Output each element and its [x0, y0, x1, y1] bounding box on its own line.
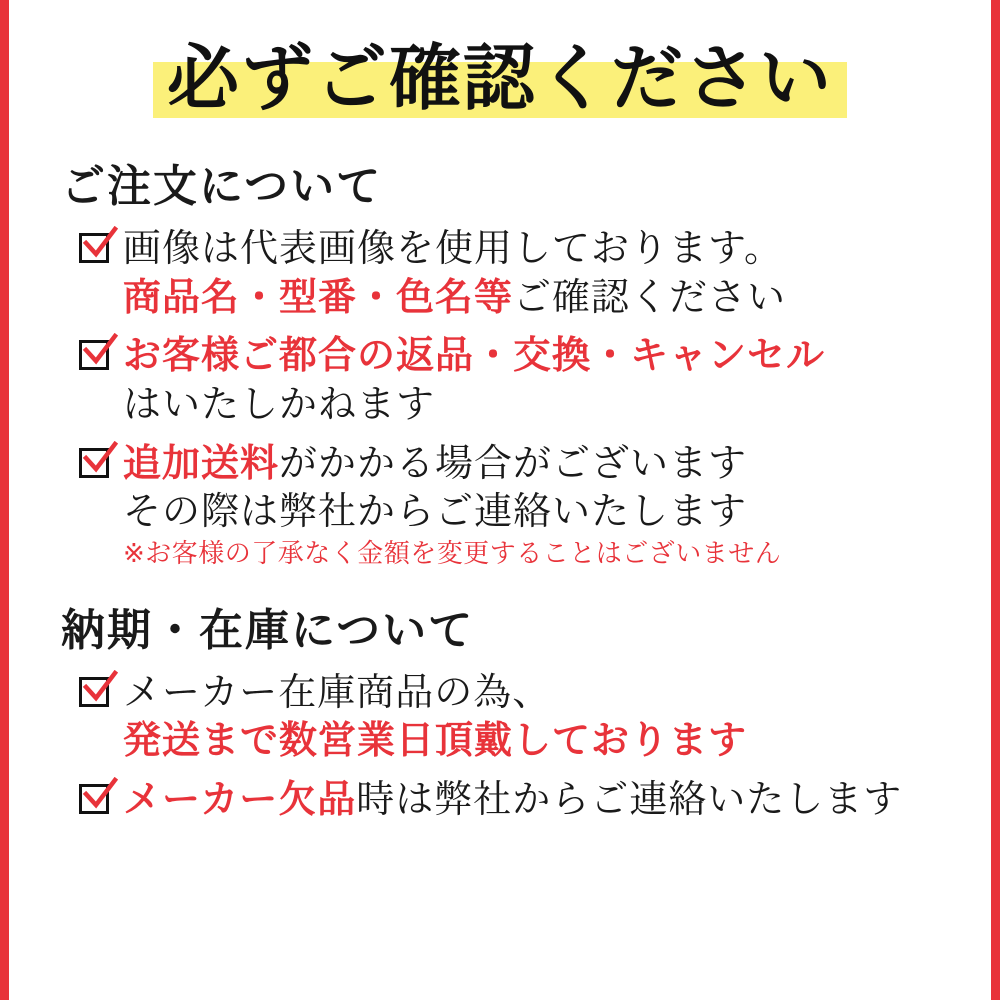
list-item-lines [123, 775, 961, 824]
right-red-border [991, 0, 1000, 1000]
list-item-line: その際は弊社からご連絡いたします [123, 489, 748, 534]
left-red-border [0, 0, 9, 1000]
notice-content [9, 0, 991, 1000]
page-title-text: 必ずご確認ください [166, 36, 833, 120]
list-item-lines [123, 331, 961, 428]
checkbox-checked-icon [77, 781, 117, 821]
check-mark-icon [82, 226, 118, 262]
list-item-lines [123, 439, 961, 572]
page-title-wrap [39, 36, 961, 124]
list-item-line: はいたしかねます [123, 381, 436, 426]
list-item-line: メーカー在庫商品の為、 [123, 669, 552, 714]
section-heading-order: ご注文について [61, 161, 383, 212]
section-heading-delivery: 納期・在庫について [61, 604, 475, 656]
check-mark-icon [82, 777, 118, 813]
list-item-lines [123, 668, 961, 765]
check-mark-icon [82, 670, 118, 706]
check-mark-icon [82, 441, 118, 477]
plain-text: ご確認ください [513, 274, 787, 319]
list-item [77, 668, 961, 765]
emphasis-text: 商品名・型番・色名等 [123, 274, 514, 319]
list-item [77, 331, 961, 428]
checkbox-checked-icon [77, 445, 117, 485]
check-mark-icon [82, 333, 118, 369]
page-title [153, 36, 847, 124]
list-item [77, 439, 961, 572]
checkbox-checked-icon [77, 230, 117, 270]
list-item-line: 画像は代表画像を使用しております。 [123, 226, 783, 270]
list-item-line [123, 775, 961, 824]
plain-text: 時は弊社からご連絡いたします [356, 776, 903, 821]
list-item-lines [123, 224, 961, 321]
list-item-line [123, 273, 961, 322]
emphasis-text: メーカー欠品 [123, 776, 357, 821]
list-item [77, 224, 961, 321]
list-item-note: ※お客様の了承なく金額を変更することはございません [123, 538, 782, 569]
list-item-line: 発送まで数営業日頂戴しております [123, 718, 748, 763]
checkbox-checked-icon [77, 674, 117, 714]
list-item-line: お客様ご都合の返品・交換・キャンセル [123, 333, 826, 378]
plain-text: がかかる場合がございます [279, 440, 748, 485]
checkbox-checked-icon [77, 337, 117, 377]
emphasis-text: 追加送料 [123, 440, 280, 485]
list-item [77, 775, 961, 824]
list-item-line [123, 439, 961, 488]
